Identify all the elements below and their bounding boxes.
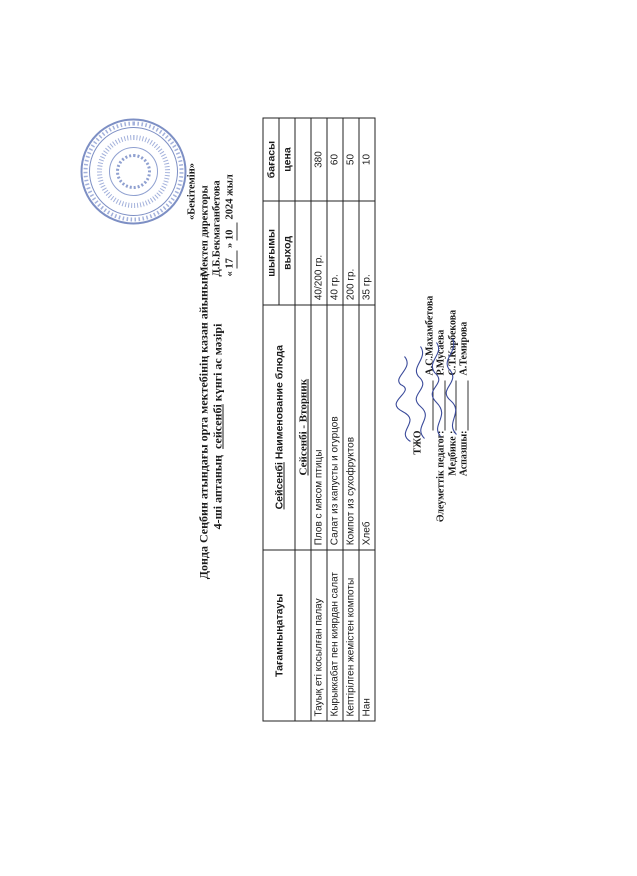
header-output-ru: выход	[279, 201, 295, 305]
signature-row: А.С.Махамбетова	[424, 260, 436, 580]
header-price-ru: цена	[279, 118, 295, 201]
table-row	[359, 118, 375, 721]
title-line-2: 4-ші аптаның сейсенбі күнгі ас мәзірі	[210, 323, 224, 529]
signature-row: Аспазшы: А.Темирова	[458, 321, 470, 476]
approval-year: 2024 жыл	[223, 173, 235, 219]
title-line-1: Донда Сеңбин атындағы орта мектебінің казан айының	[196, 273, 210, 579]
row-kz-name: Тауық еті косылған палау	[311, 549, 327, 720]
row-output: 200 гр.	[343, 201, 359, 305]
signature-row: Әлеуметтік педагог: Р.Мусаева	[435, 329, 447, 522]
menu-table	[262, 117, 375, 721]
row-kz-name: Кептірілген жемістен компоты	[343, 549, 359, 720]
row-price: 10	[359, 118, 375, 201]
day-heading-row	[295, 118, 311, 721]
row-output: 40 гр.	[327, 201, 343, 305]
approval-name: Д.Б.Бекмаганбетова	[211, 179, 222, 276]
table-row	[311, 118, 327, 721]
header-output-kz: шығымы	[263, 201, 279, 305]
title-day: сейсенбі	[210, 403, 224, 449]
document-title	[196, 126, 224, 726]
row-price: 60	[327, 118, 343, 201]
row-ru-name: Хлеб	[359, 304, 375, 549]
row-kz-name: Кырыккабат пен киярдан салат	[327, 549, 343, 720]
day-heading: Сейсенбі - Вторник	[296, 378, 309, 475]
row-price: 50	[343, 118, 359, 201]
handwritten-signatures	[392, 316, 466, 446]
signature-org: ТЖО	[412, 430, 423, 455]
row-ru-name: Компот из сухофруктов	[343, 304, 359, 549]
header-kz-name: Тағамныңатауы	[263, 549, 295, 720]
row-output: 35 гр.	[359, 201, 375, 305]
table-header-row	[263, 118, 279, 721]
row-kz-name: Нан	[359, 549, 375, 720]
header-price-kz: бағасы	[263, 118, 279, 201]
row-output: 40/200 гр.	[311, 201, 327, 305]
row-price: 380	[311, 118, 327, 201]
approval-month: 10	[224, 222, 238, 240]
approval-day: 17	[224, 250, 238, 268]
table-row	[343, 118, 359, 721]
approval-date: « 17 » 10 2024 жыл	[224, 106, 238, 276]
approval-role: Мектеп директоры	[198, 184, 210, 276]
approval-org: «Бекітемін»	[186, 162, 197, 220]
row-ru-name: Плов с мясом птицы	[311, 304, 327, 549]
signature-row: Медбике : С.Т.Карбекова	[446, 309, 458, 476]
table-row	[327, 118, 343, 721]
row-ru-name: Салат из капусты и огурцов	[327, 304, 343, 549]
header-ru-name: Сейсенбі Наименование блюда	[263, 304, 295, 549]
school-seal-stamp	[78, 116, 188, 226]
